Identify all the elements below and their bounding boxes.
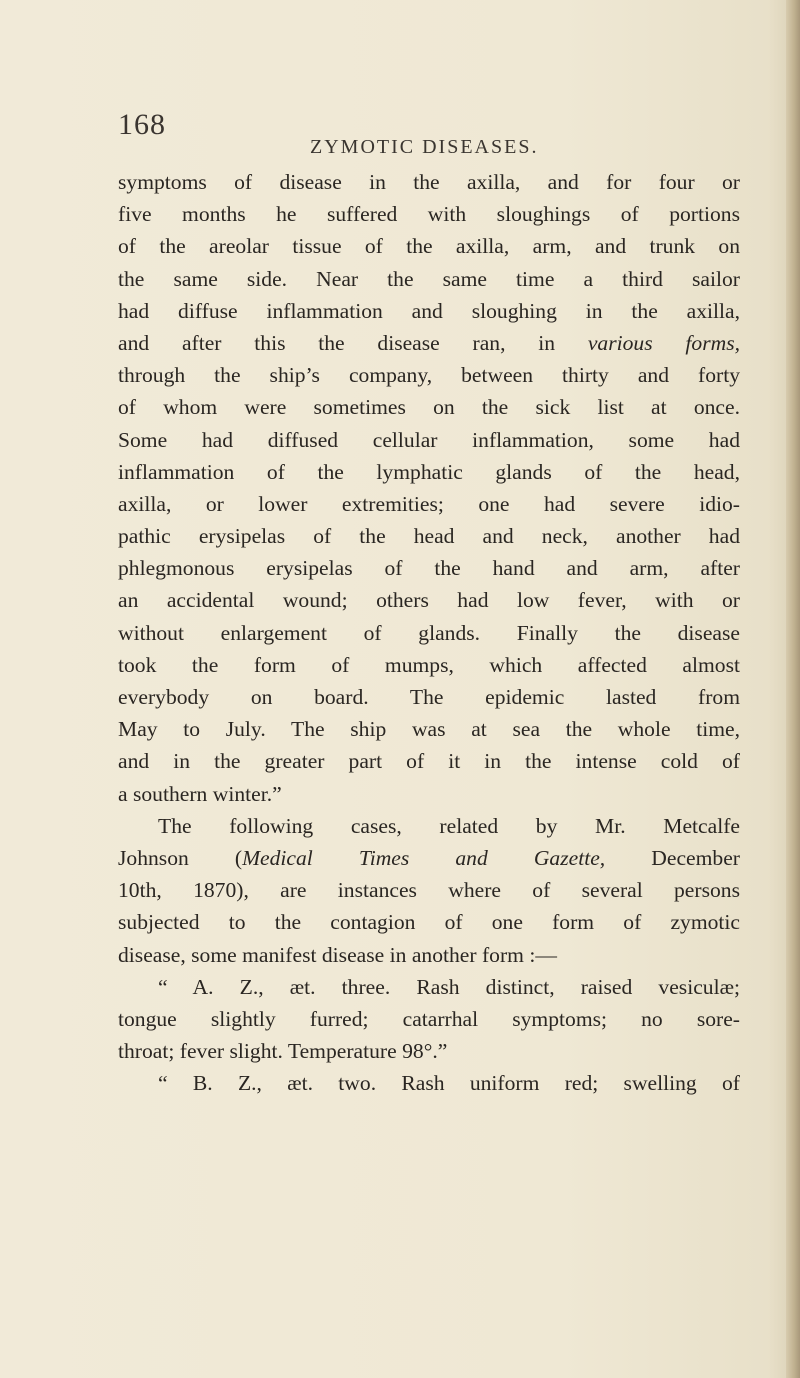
text-line: an accidental wound; others had low fever, with or — [118, 588, 740, 613]
text-line: The following cases, related by Mr. Metcalfe — [158, 813, 740, 838]
text-line: took the form of mumps, which affected almost — [118, 652, 740, 677]
text-line: inflammation of the lymphatic glands of the head, — [118, 459, 740, 484]
italic-title: various forms, — [587, 330, 740, 355]
text-line: tongue slightly furred; catarrhal symptoms; no sore- — [118, 1006, 740, 1031]
page-number: 168 — [118, 108, 166, 141]
text-segment: Johnson ( — [118, 845, 243, 870]
text-line: throat; fever slight. Temperature 98°.” — [118, 1039, 448, 1064]
body-text — [118, 166, 740, 1099]
text-segment: and after this the disease ran, in — [118, 330, 588, 355]
text-line: symptoms of disease in the axilla, and for four or — [118, 170, 740, 194]
text-line: and in the greater part of it in the intense cold of — [118, 749, 740, 774]
page-edge — [786, 0, 800, 1378]
text-segment: December — [605, 845, 740, 870]
text-line: of whom were sometimes on the sick list at once. — [118, 395, 740, 420]
text-line: the same side. Near the same time a third sailor — [118, 266, 740, 291]
italic-title: Medical Times and Gazette, — [242, 845, 606, 870]
text-line: a southern winter.” — [118, 781, 282, 806]
text-line: pathic erysipelas of the head and neck, another had — [118, 524, 740, 549]
text-line: five months he suffered with sloughings of portions — [118, 202, 740, 227]
text-line — [118, 842, 740, 874]
text-line: axilla, or lower extremities; one had severe idio- — [118, 491, 740, 516]
text-line: “ B. Z., æt. two. Rash uniform red; swelling of — [158, 1071, 740, 1096]
text-line: subjected to the contagion of one form of zymotic — [118, 910, 740, 935]
text-line: disease, some manifest disease in another form :— — [118, 942, 557, 967]
text-line: everybody on board. The epidemic lasted from — [118, 685, 740, 709]
text-line: phlegmonous erysipelas of the hand and arm, after — [118, 556, 740, 581]
text-line — [118, 327, 740, 359]
text-line: of the areolar tissue of the axilla, arm, and trunk on — [118, 234, 740, 259]
text-line: Some had diffused cellular inflammation, some had — [118, 427, 740, 452]
text-line: 10th, 1870), are instances where of several persons — [118, 878, 740, 903]
text-line: through the ship’s company, between thirty and forty — [118, 363, 740, 388]
text-line: “ A. Z., æt. three. Rash distinct, raised vesiculæ; — [158, 974, 740, 999]
running-head: ZYMOTIC DISEASES. — [310, 136, 539, 158]
text-line: had diffuse inflammation and sloughing in the axilla, — [118, 298, 740, 323]
text-line: May to July. The ship was at sea the whole time, — [118, 717, 740, 742]
text-line: without enlargement of glands. Finally the disease — [118, 620, 740, 645]
